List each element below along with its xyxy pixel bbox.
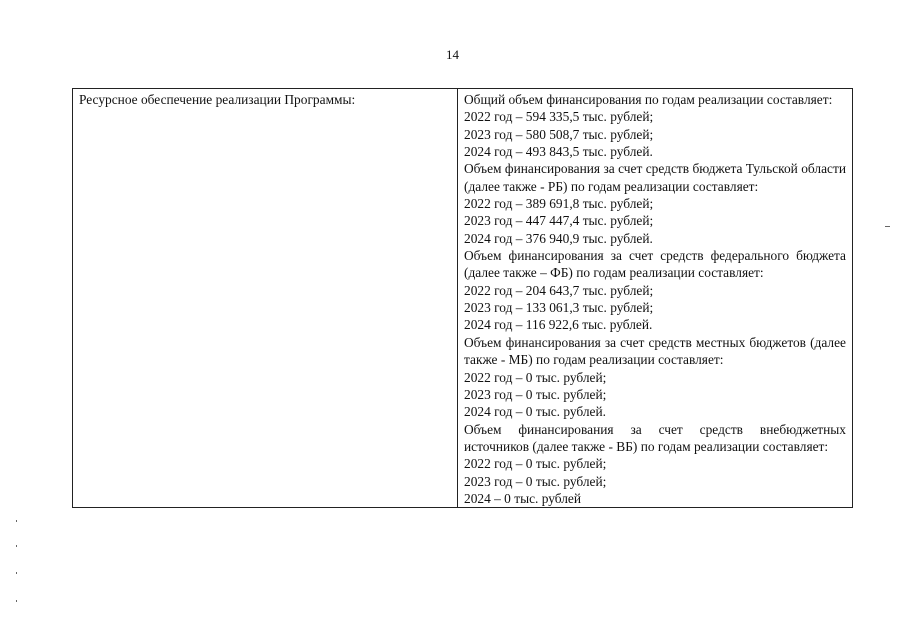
scan-speck-mark <box>16 600 17 602</box>
row-label-cell <box>73 89 458 508</box>
year-line: 2024 год – 376 940,9 тыс. рублей. <box>464 230 653 246</box>
table-row <box>73 89 853 508</box>
resource-table <box>72 88 853 508</box>
year-line: 2024 – 0 тыс. рублей <box>464 490 582 506</box>
funding-details-cell <box>458 89 853 508</box>
scan-speck-mark <box>16 572 17 574</box>
page-number: 14 <box>446 47 459 62</box>
row-label: Ресурсное обеспечение реализации Программы: <box>79 92 356 107</box>
year-line: 2023 год – 447 447,4 тыс. рублей; <box>464 213 654 229</box>
year-line: 2024 год – 116 922,6 тыс. рублей. <box>464 317 653 333</box>
year-line: 2022 год – 0 тыс. рублей; <box>464 456 607 472</box>
year-line: 2022 год – 594 335,5 тыс. рублей; <box>464 109 654 125</box>
year-line: 2024 год – 493 843,5 тыс. рублей. <box>464 144 653 160</box>
funding-section-local <box>464 334 846 421</box>
section-heading: Объем финансирования за счет средств федерального бюджета (далее также – ФБ) по годам реализации составляет: <box>464 248 846 281</box>
funding-section-extrabudgetary <box>464 421 846 508</box>
funding-section-regional <box>464 160 846 247</box>
year-line: 2022 год – 204 643,7 тыс. рублей; <box>464 282 654 298</box>
funding-section-total <box>464 91 846 160</box>
section-heading: Объем финансирования за счет средств внебюджетных источников (далее также - ВБ) по годам реализации составляет: <box>464 421 846 454</box>
scan-dash-mark <box>885 226 890 227</box>
year-line: 2023 год – 580 508,7 тыс. рублей; <box>464 126 654 142</box>
funding-section-federal <box>464 247 846 334</box>
section-heading: Объем финансирования за счет средств местных бюджетов (далее также - МБ) по годам реализации составляет: <box>464 334 846 368</box>
year-line: 2022 год – 389 691,8 тыс. рублей; <box>464 196 654 212</box>
year-line: 2023 год – 133 061,3 тыс. рублей; <box>464 300 654 316</box>
scan-speck-mark <box>16 545 17 547</box>
scan-speck-mark <box>16 520 17 522</box>
year-line: 2022 год – 0 тыс. рублей; <box>464 369 607 385</box>
section-heading: Объем финансирования за счет средств бюджета Тульской области (далее также - РБ) по годам реализации составляет: <box>464 161 846 194</box>
year-line: 2023 год – 0 тыс. рублей; <box>464 473 607 489</box>
year-line: 2024 год – 0 тыс. рублей. <box>464 404 606 420</box>
section-heading: Общий объем финансирования по годам реализации составляет: <box>464 92 833 107</box>
year-line: 2023 год – 0 тыс. рублей; <box>464 386 607 402</box>
